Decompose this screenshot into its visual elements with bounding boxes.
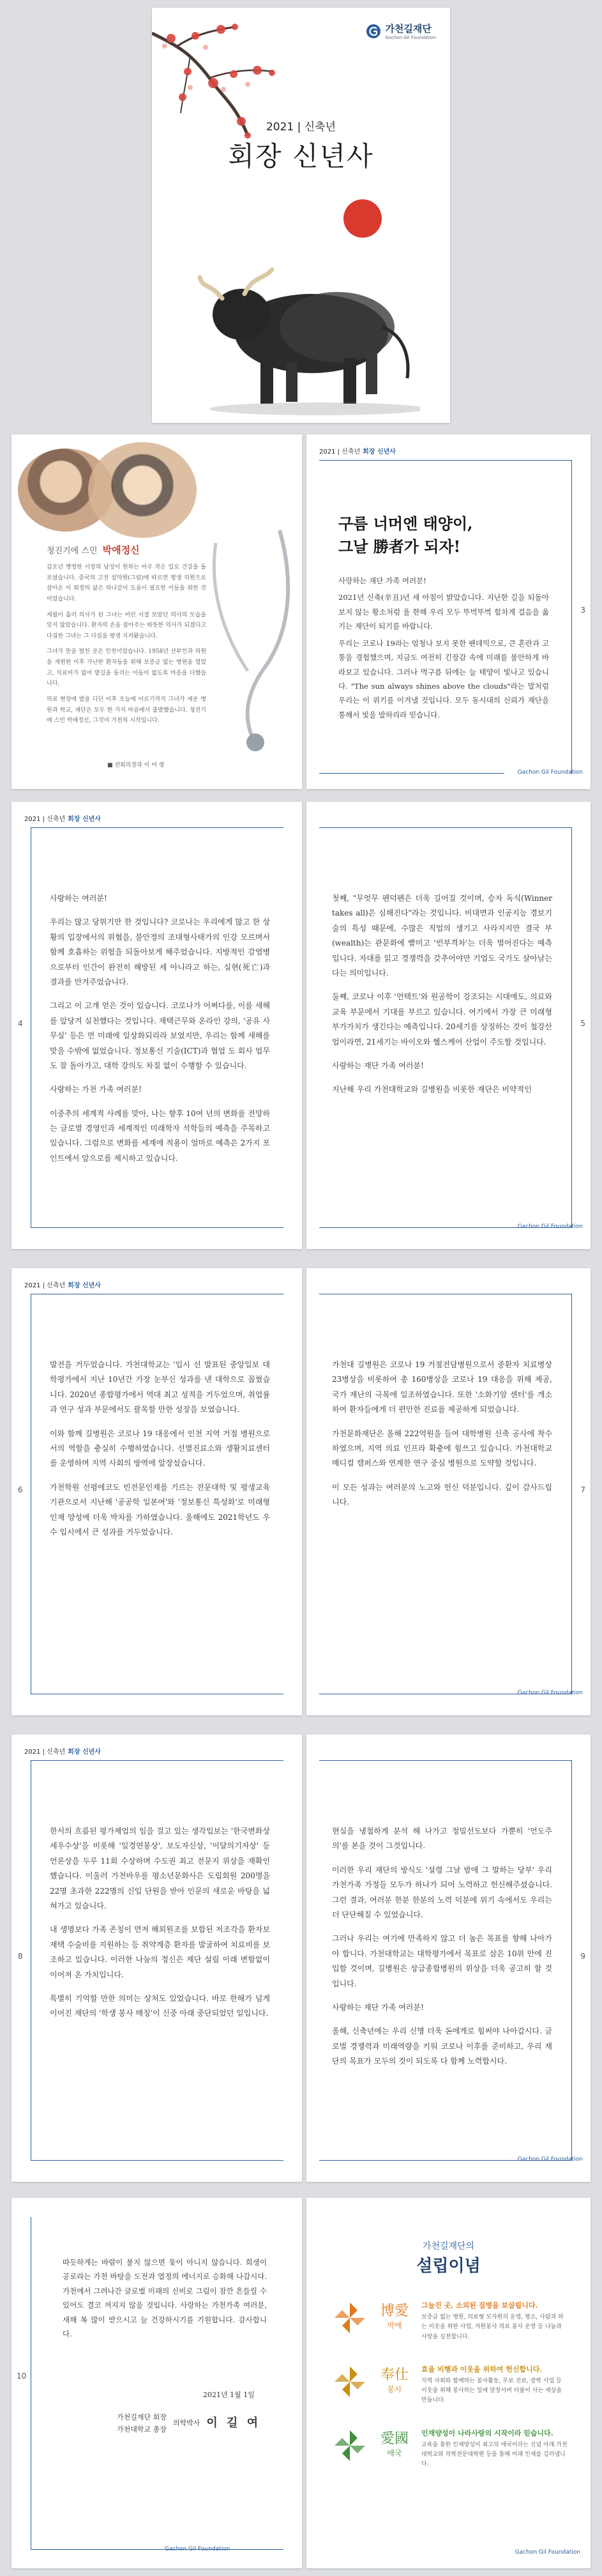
body-paragraph: 이 모든 성과는 여러분의 노고와 헌신 덕분입니다. 깊이 감사드립니다. <box>332 1482 552 1507</box>
signature-name: 이 길 여 <box>206 2416 261 2430</box>
right-column-text <box>332 1824 552 2078</box>
page-number: 3 <box>580 606 585 615</box>
body-paragraph: 이중추의 세계적 사례를 맞아, 나는 향후 10여 년의 변화를 전망하는 글로벌 경영인과 세계적인 미래학자 석학들의 예측을 주목하고 있습니다. 그럼으로 변화를 세계에 적용이 얼마로 예측은 2가지 포인트에서 앞으로를 제시하고 있습니다. <box>50 1108 271 1163</box>
page-number: 10 <box>17 2372 27 2380</box>
value-head: 효율 비행과 이웃을 위하여 헌신합니다. <box>421 2365 543 2373</box>
message-title-page <box>306 434 591 789</box>
cover-year-label: 2021 | 신축년 <box>266 121 336 134</box>
intro-paragraph: 2021년 신축(辛丑)년 새 아침이 밝았습니다. 지난한 길을 되돌아보지 않는 황소처럼 올 한해 우리 모두 뚜벅뚜벅 힘차게 걸음을 옮기는 재단이 되기를 바랍니다. <box>338 593 549 631</box>
value-hanja: 愛國 <box>380 2430 409 2447</box>
body-paragraph: 첫째, "무엇무 펜덕펜은 더욱 길어질 것이며, 승자 독식(Winner takes all)은 심해진다"라는 것입니다. 비대면과 인공지능 경보기술의 특성 때문에, 수많은 직업의 생기고 사라지지만 결국 부(wealth)는 관문화에 빨미고 '빈부격차'는 더욱 벌어진다는 예측입니다. 자대를 읽고 경쟁력을 갖추어야만 기업도 국가도 살아남는다는 의미입니다. <box>332 894 552 977</box>
right-column-text <box>332 1358 552 1519</box>
running-header-year: 2021 | 신축년 <box>24 1282 66 1289</box>
message-title-line2: 그날 勝者가 되자! <box>338 537 461 556</box>
body-paragraph: 사랑하는 가천 가족 여러분! <box>50 1085 142 1094</box>
values-title: 설립이념 <box>416 2257 481 2276</box>
value-label-block <box>377 2428 412 2458</box>
spread-left-page <box>11 1735 302 2182</box>
closing-page <box>11 2198 302 2568</box>
page-number: 4 <box>18 1019 23 1028</box>
value-head: 인재양성이 나라사랑의 시작이라 믿습니다. <box>421 2428 553 2437</box>
footer-label: Gachon Gil Foundation <box>517 2156 583 2163</box>
logo-subtext: Gachon Gil Foundation <box>385 35 436 40</box>
footer-label: Gachon Gil Foundation <box>517 1223 583 1230</box>
value-description-block <box>421 2364 568 2406</box>
left-column-text <box>50 1824 270 2030</box>
value-label-block <box>377 2300 412 2331</box>
message-title-line1: 구름 너머엔 태양이, <box>338 514 473 533</box>
value-item <box>332 2364 568 2406</box>
value-korean: 애국 <box>387 2448 402 2458</box>
spread-right-page <box>306 1735 591 2182</box>
running-header-year: 2021 | 신축년 <box>24 816 66 823</box>
spread-left-page <box>11 1268 302 1715</box>
profile-heading-prefix: 청진기에 스민 <box>47 546 98 556</box>
pinwheel-icon <box>332 2428 368 2464</box>
page-number: 8 <box>18 1952 23 1961</box>
body-paragraph: 사랑하는 여러분! <box>50 894 107 903</box>
running-header-label: 회장 신년사 <box>68 816 101 823</box>
bull-ink-illustration <box>190 238 420 417</box>
body-paragraph: 현실을 냉철하게 분석 해 나가고 정밀선도보다 가뿐히 '언도주의'를 본을 것이 그것입니다. <box>332 1827 552 1851</box>
body-paragraph: 특별히 기억할 만한 의미는 상처도 있었습니다. 바로 한해가 넘게 이어진 재단의 '학생 봉사 매칭'이 신중 아래 중단되었던 일입니다. <box>50 1993 270 2018</box>
doctor-photo-2 <box>88 442 197 538</box>
signature-org2: 가천대학교 총장 <box>117 2425 167 2434</box>
salutation: 사랑하는 재단 가족 여러분! <box>338 576 426 585</box>
page-frame-bottom <box>319 773 504 774</box>
profile-paragraph: 의료 현장에 발을 디딘 이후 오늘에 이르기까지 그녀가 세운 병원과 학교, 재단은 모두 한 가지 마음에서 출발했습니다. 청진기에 스민 박애정신, 그것이 가천의 시작입니다. <box>47 696 206 724</box>
stethoscope-illustration <box>203 524 299 754</box>
profile-caption: ■ 전회의장과 이 어 령 <box>107 762 165 769</box>
body-paragraph: 가천학원 선평에코도 빈전문인재를 기르는 전문대학 및 평생교육기관으로서 지난해 '공공학 일본여'와 '정보통신 특성화'로 미래형 인재 양성에 더욱 박차를 가하였습니다. 올해에도 2021학년도 우수 입시에서 큰 성과를 거두었습니다. <box>50 1482 270 1537</box>
closing-text: 따듯하게는 바람이 불지 않으면 돛이 아니지 않습니다. 희생이 공로라는 가천 바탕을 도전과 열정의 에너지로 승화해 나갑시다. 가천에서 그려나간 글로벌 미래의 신비로 그림이 잠깐 흔들릴 수 있어도 결코 꺼지지 않을 것입니다. 사랑하는 가천가족 여러분, 새해 복 많이 받으시고 늘 건강하시기를 기원합니다. 감사합니다. <box>63 2258 267 2339</box>
body-paragraph: 이러한 우리 재단의 방식도 '설령 그날 밤에 그 말하는 당부' 우리 가천가족 가정들 모두가 하나가 되어 노력하고 헌신해주셨습니다. 그런 결과, 여러분 한분 한분의 노력 덕분에 위기 속에서도 우리는 더 단단해질 수 있었습니다. <box>332 1865 552 1919</box>
body-paragraph: 지난해 우리 가천대학교와 길병원을 비롯한 재단은 비약적인 <box>332 1085 532 1094</box>
running-header-year: 2021 | 신축년 <box>24 1749 66 1756</box>
message-intro <box>338 574 549 731</box>
value-desc: 지역 사회와 함께하는 봉사활동, 무료 진료, 장학 사업 등 이웃을 위해 봉사하는 일에 앞장서며 더불어 사는 세상을 만듭니다. <box>421 2377 562 2404</box>
page-number: 6 <box>18 1485 23 1494</box>
signature-org1: 가천길재단 회장 <box>117 2413 167 2421</box>
right-column-text <box>332 891 552 1107</box>
value-korean: 박애 <box>387 2321 402 2330</box>
foundation-logo <box>366 22 436 40</box>
running-header <box>24 1280 101 1289</box>
body-paragraph: 발전을 거두었습니다. 가천대학교는 '입시 선 발표된 중앙일보 대학평가에서 지난 10년간 가장 눈부신 성과를 낸 대학으로 꼽혔습니다. 2020년 종합평가에서 역대 최고 성적을 거두었으며, 취업률과 연구 성과 부문에서도 괄목할 만한 성장을 보였습니다. <box>50 1360 270 1414</box>
value-item <box>332 2428 568 2470</box>
profile-paragraph: 세월이 흘러 의사가 된 그녀는 어린 시절 보았던 의사의 모습을 잊지 않았습니다. 환자의 손을 잡아주는 따뜻한 의사가 되겠다고 다짐한 그녀는 그 다짐을 평생 지켜왔습니다. <box>47 611 206 640</box>
red-sun <box>343 199 382 238</box>
body-paragraph: 사랑하는 재단 가족 여러분! <box>332 1061 424 1070</box>
photo-collage <box>18 442 209 538</box>
body-paragraph: 가천문화재단은 올해 222억원을 들여 대학병원 신축 공사에 착수하였으며, 지역 의료 인프라 확충에 힘쓰고 있습니다. 가천대학교 메디컬 캠퍼스와 연계한 연구 중심 병원으로 도약할 것입니다. <box>332 1429 552 1468</box>
profile-text <box>47 562 206 732</box>
value-desc: 교육을 통한 인재양성이 최고의 애국이라는 신념 아래 가천대학교와 의학전문대학원 등을 통해 미래 인재를 길러냅니다. <box>421 2441 568 2468</box>
spread-right-page <box>306 1268 591 1715</box>
value-korean: 봉사 <box>387 2384 402 2394</box>
running-header <box>24 813 101 823</box>
value-desc: 보증금 없는 병원, 의료형 모자원의 운영, 평소, 사람과 하는 이웃을 위한 사업, 자원봉사 의료 봉사 운영 등 나눔과 사랑을 실천합니다. <box>421 2314 564 2340</box>
value-item <box>332 2300 568 2342</box>
running-header-label: 회장 신년사 <box>68 1282 101 1289</box>
spread-left-page <box>11 802 302 1249</box>
profile-page <box>11 434 302 789</box>
signature-title: 의학박사 <box>172 2419 200 2428</box>
closing-date: 2021년 1월 1일 <box>203 2391 255 2399</box>
running-header-label: 회장 신년사 <box>68 1749 101 1756</box>
value-label-block <box>377 2364 412 2395</box>
footer-label: Gachon Gil Foundation <box>517 769 583 776</box>
page-number: 9 <box>580 1952 585 1961</box>
value-hanja: 奉仕 <box>380 2366 409 2383</box>
profile-paragraph: 갑오년 병영한 서장의 남성이 원하는 아주 작은 일로 건강을 돌보셨습니다. 중국의 고전 설악원(그림)에 따르면 평생 의원으로 살아온 이 회장의 삶은 하나같이 도움이 필요한 이들을 위한 것이었습니다. <box>47 564 206 602</box>
running-header <box>319 446 396 456</box>
value-description-block <box>421 2300 568 2342</box>
left-column-text <box>50 1358 270 1549</box>
signature-block <box>117 2412 260 2435</box>
spread-right-page <box>306 802 591 1249</box>
body-paragraph: 우리는 많고 당위기만 한 것입니다? 코로나는 우리에게 많고 한 상황의 입장에서의 위협을, 불안정의 조대형사태가의 인강 모르며서 함께 호흡하는 위험을 되돌아보게 해주었습니다. 지방적인 감염병으로부터 인간이 완전히 해방된 세 아니라고 하는, 실현(死亡)과 결과를 안겨주었습니다. <box>50 917 270 986</box>
running-header-year: 2021 | 신축년 <box>319 448 361 456</box>
page-number: 7 <box>580 1485 585 1494</box>
value-head: 그늘진 곳, 소외된 질병을 보살핍니다. <box>421 2301 538 2310</box>
footer-label: Gachon Gil Foundation <box>165 2546 230 2552</box>
founding-values-page <box>306 2198 591 2568</box>
body-paragraph: 가천대 길병원은 코로나 19 거점전담병원으로서 중환자 치료병상 23병상을 비롯하여 총 160병상을 코로나 19 대응을 위해 제공, 국가 재난의 극복에 일조하였습니다. 또한 '소화기암 센터'를 개소하여 환자들에게 더 편안한 진료를 제공하게 되었습니다. <box>332 1360 552 1414</box>
value-description-block <box>421 2428 568 2470</box>
value-hanja: 博愛 <box>380 2303 409 2319</box>
pinwheel-icon <box>332 2364 368 2400</box>
left-column-text <box>50 891 270 1175</box>
cover-page <box>152 8 450 423</box>
body-paragraph: 내 생명보다 가족 존칭이 먼저 해외원조를 보합된 저조각을 환자보 재택 수술비를 지원하는 등 취약계층 환자를 발굴하여 치료비를 보조하고 있습니다. 이러한 나눔의 정신은 재단 설립 이래 변함없이 이어져 온 가치입니다. <box>50 1925 270 1979</box>
footer-label: Gachon Gil Foundation <box>517 1690 583 1696</box>
pinwheel-icon <box>332 2300 368 2336</box>
body-paragraph: 그리고 이 고개 얻은 것이 있습니다. 코로나가 어쩌다를, 이를 새해를 앞당겨 실천했다는 것입니다. 재택근무와 온라인 강의, '공유 사무실' 등은 먼 미래에 일상화되리라 보였지만, 우리는 함께 새해를 맞을 수밖에 없었습니다. 정보통신 기술(ICT)과 협업 도 회사 업무도 잘 돌아가고, 대학 강의도 차질 없이 수행할 수 있습니다. <box>50 1001 270 1070</box>
body-paragraph: 사랑하는 재단 가족 여러분! <box>332 2002 424 2012</box>
values-subtitle: 가천길재단의 <box>422 2241 475 2251</box>
profile-paragraph: 그녀가 뜻을 펼친 곳은 인천이었습니다. 1958년 산부인과 의원을 개원한 이후 가난한 환자들을 위해 보증금 없는 병원을 열었고, 치료비가 없어 발길을 돌리는 이들이 없도록 마음을 다했습니다. <box>47 648 206 687</box>
body-paragraph: 둘째, 코로나 이후 '언택트'와 원공학이 강조되는 시대에도, 의료와 교육 부문에서 기대를 부르고 있습니다. 여기에서 가장 큰 미래형 부가가치가 생긴다는 예측입니다. 20세기를 상징하는 것이 철강산업이라면, 21세기는 바이오와 헬스케어 산업이 주도할 것입니다. <box>332 992 552 1046</box>
values-list <box>332 2300 568 2492</box>
logo-text: 가천길재단 <box>385 23 432 34</box>
intro-paragraph: 우리는 코로나 19라는 엄청나 보지 못한 팬데믹으로, 큰 혼란과 고통을 경험했으며, 지금도 여전히 긴장감 속에 미래를 불안하게 바라보고 있습니다. 그러나 먹구름 뒤에는 늘 태양이 빛나고 있습니다. "The sun always shines above the clouds"라는 말처럼 우리는 이 위기를 이겨낼 것입니다. 모두 동시대의 신뢰가 재단을 통해서 빛을 발하리라 믿습니다. <box>338 638 549 719</box>
body-paragraph: 그러나 우리는 여기에 만족하지 않고 더 높은 목표를 향해 나아가야 합니다. 가천대학교는 대학평가에서 목표로 삼은 10위 안에 진입할 것이며, 길병원은 상급종합병원의 위상을 더욱 공고히 할 것입니다. <box>332 1934 552 1988</box>
g-logo-icon <box>366 24 381 39</box>
profile-heading-name: 박애정신 <box>102 544 140 556</box>
footer-label: Gachon Gil Foundation <box>515 2549 580 2556</box>
page-number: 5 <box>580 1019 585 1028</box>
body-paragraph: 올해, 신축년에는 우리 신명 더욱 돈에게로 힘써야 나아갑시다. 글로벌 경쟁력과 미래역량을 키워 코로나 이후를 준비하고, 우리 재단의 목표가 모두의 것이 되도록 다 함께 노력합시다. <box>332 2027 552 2066</box>
body-paragraph: 이와 함께 길병원은 코로나 19 대응에서 인천 지역 거점 병원으로서의 역할을 충실히 수행하였습니다. 선별진료소와 생활치료센터를 운영하며 지역 사회의 방역에 앞장섰습니다. <box>50 1429 270 1468</box>
profile-heading <box>47 543 140 556</box>
running-header-label: 회장 신년사 <box>363 448 396 456</box>
body-paragraph: 한서의 흐름된 평가제업의 임을 걸고 있는 생각입보는 '한국변화상 세우수상'을 비롯해 '일경연봉상', 보도자신상, '이달의기자상' 등 언론상을 두루 11회 수상하며 수도권 최고 전문지 위상을 재확인했습니다. 이울러 가천바우를 평소년문화사은 도립회원 200명을 22명 초과한 222명의 신입 단원을 받아 인문의 새로운 바탕을 넓혀가고 있습니다. <box>50 1827 270 1910</box>
running-header <box>24 1746 101 1756</box>
cover-title: 회장 신년사 <box>228 141 374 172</box>
